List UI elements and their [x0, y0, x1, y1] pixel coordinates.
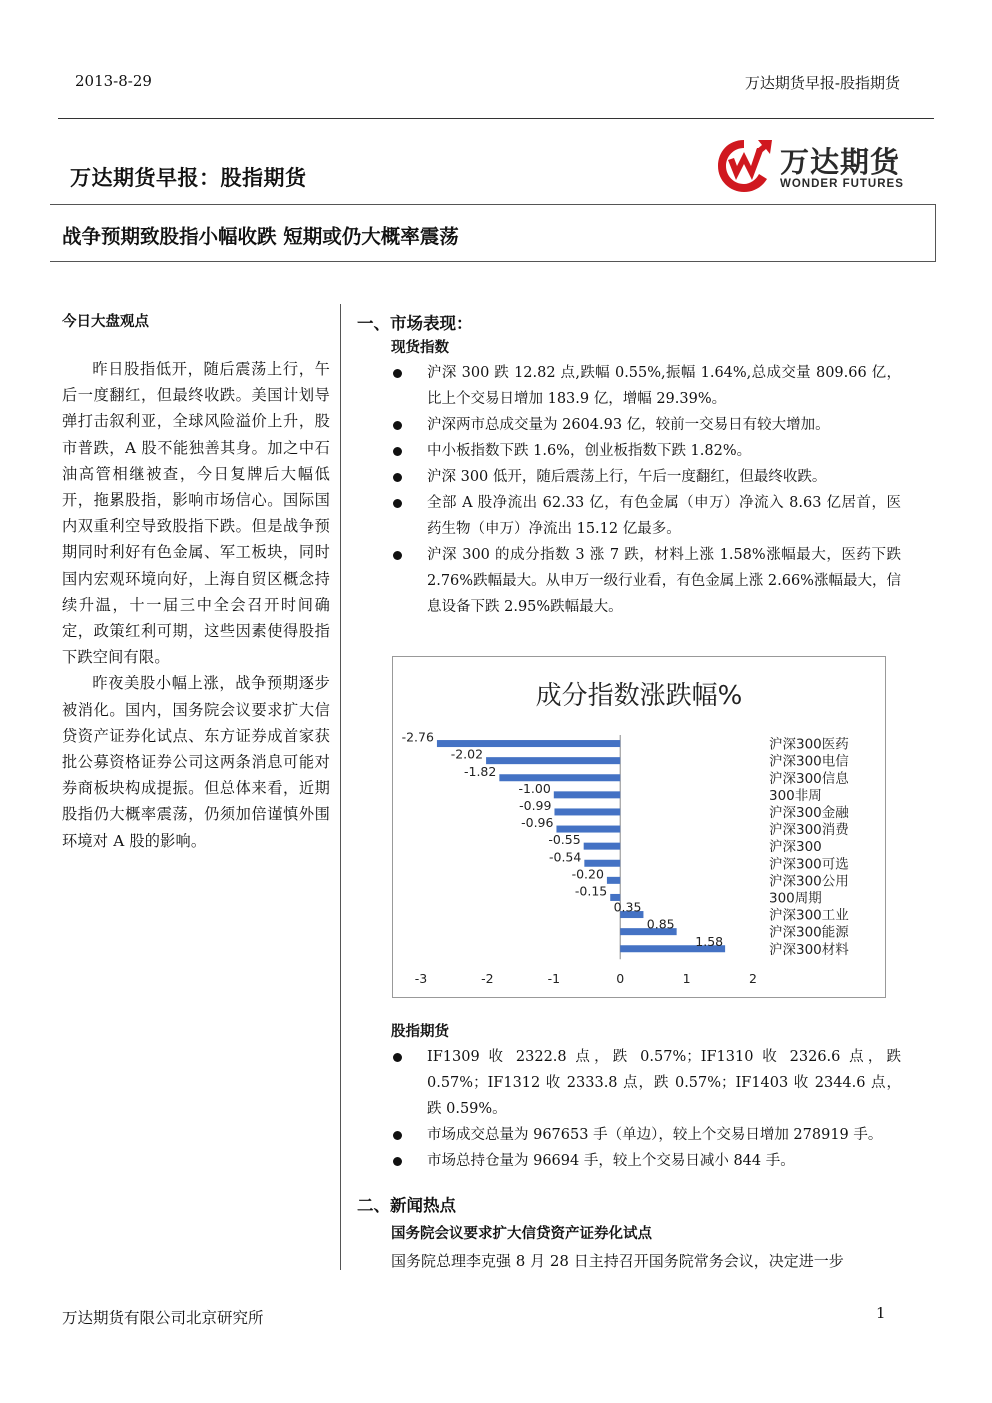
footer-company: 万达期货有限公司北京研究所: [62, 1309, 264, 1327]
data-label: -1.82: [464, 763, 497, 779]
title-row: [50, 128, 936, 204]
chart-bar: [554, 808, 620, 815]
constituent-index-chart: [392, 656, 886, 998]
category-label: 300周期: [769, 890, 822, 907]
market-view-paragraph: 昨日股指低开，随后震荡上行，午后一度翻红，但最终收跌。美国计划导弹打击叙利亚，全球风险溢价上升，股市普跌，A 股不能独善其身。加之中石油高管相继被查，今日复牌后大幅低开，拖累股指，影响市场信心。国际国内双重利空导致股指下跌。但是战争预期同时利好有色金属、军工板块，同时国内宏观环境向好，上海自贸区概念持续升温，十一届三中全会召开时间确定，政策红利可期，这些因素使得股指下跌空间有限。: [62, 360, 330, 667]
list-item-text: 沪深 300 跌 12.82 点,跌幅 0.55%,振幅 1.64%,总成交量 809.66 亿，比上个交易日增加 183.9 亿，增幅 29.39%。: [427, 365, 901, 407]
list-item-text: 全部 A 股净流出 62.33 亿，有色金属（申万）净流入 8.63 亿居首，医药生物（申万）净流出 15.12 亿最多。: [427, 495, 901, 537]
list-item: [391, 542, 901, 620]
category-label: 沪深300公用: [769, 873, 849, 890]
spot-index-heading: 现货指数: [391, 340, 449, 356]
category-label: 沪深300材料: [769, 941, 849, 958]
category-label: 沪深300金融: [769, 804, 849, 821]
section-heading-news: 二、新闻热点: [357, 1196, 456, 1215]
headline: 战争预期致股指小幅收跌 短期或仍大概率震荡: [62, 225, 459, 248]
logo-chinese-name: 万达期货: [780, 145, 901, 179]
bullet-icon: [393, 447, 402, 456]
list-item-text: 中小板指数下跌 1.6%，创业板指数下跌 1.82%。: [427, 443, 752, 459]
market-view-paragraph: 昨夜美股小幅上涨，战争预期逐步被消化。国内，国务院会议要求扩大信贷资产证券化试点、东方证券成首家获批公募资格证券公司这两条消息可能对券商板块构成提振。但总体来看，近期股指仍大概率震荡，仍须加倍谨慎外围环境对 A 股的影响。: [62, 674, 330, 850]
headline-box: [50, 204, 936, 262]
category-label: 沪深300: [769, 839, 822, 856]
category-label: 300非周: [769, 787, 822, 804]
wonder-logo-icon: [714, 134, 774, 196]
index-futures-heading: 股指期货: [391, 1024, 449, 1040]
news-title: 国务院会议要求扩大信贷资产证券化试点: [391, 1226, 652, 1242]
list-item: [391, 1148, 901, 1174]
header-rule: [58, 118, 934, 119]
list-item-text: 沪深 300 低开，随后震荡上行，午后一度翻红，但最终收跌。: [427, 469, 827, 485]
news-section: [357, 1192, 901, 1273]
category-label: 沪深300可选: [769, 856, 849, 873]
list-item: [391, 464, 901, 490]
data-label: 0.85: [646, 916, 675, 932]
bullet-icon: [393, 499, 402, 508]
data-label: -1.00: [518, 780, 551, 796]
chart-bar: [554, 791, 620, 798]
spot-index-list: [391, 360, 901, 620]
list-item: [391, 360, 901, 412]
bullet-icon: [393, 421, 402, 430]
category-label: 沪深300电信: [769, 753, 849, 770]
x-tick-label: -3: [414, 971, 428, 986]
x-tick-label: 1: [682, 971, 691, 986]
chart-plot: [393, 657, 884, 996]
page-number: 1: [876, 1304, 886, 1322]
data-label: -0.54: [549, 849, 582, 865]
category-label: 沪深300医药: [769, 736, 849, 753]
market-view-heading: 今日大盘观点: [62, 314, 149, 330]
bullet-icon: [393, 1157, 402, 1166]
data-label: -0.20: [571, 866, 604, 882]
news-text: 国务院总理李克强 8 月 28 日主持召开国务院常务会议，决定进一步: [391, 1252, 844, 1270]
x-tick-label: -1: [547, 971, 561, 986]
list-item-text: IF1309 收 2322.8 点，跌 0.57%；IF1310 收 2326.6 点，跌 0.57%；IF1312 收 2333.8 点，跌 0.57%；IF1403 收 2344.6 点，跌 0.59%。: [427, 1049, 901, 1117]
index-futures-list: [391, 1044, 901, 1174]
list-item-text: 市场成交总量为 967653 手（单边），较上个交易日增加 278919 手。: [427, 1127, 883, 1143]
chart-bar: [584, 843, 621, 850]
bullet-icon: [393, 1131, 402, 1140]
bullet-icon: [393, 551, 402, 560]
list-item: [391, 412, 901, 438]
category-label: 沪深300工业: [769, 907, 849, 924]
category-label: 沪深300能源: [769, 924, 849, 941]
category-label: 沪深300消费: [769, 822, 849, 839]
data-label: -0.55: [548, 832, 581, 848]
list-item-text: 沪深 300 的成分指数 3 涨 7 跌，材料上涨 1.58%涨幅最大，医药下跌 2.76%跌幅最大。从申万一级行业看，有色金属上涨 2.66%涨幅最大，信息设备下跌 2.95%跌幅最大。: [427, 547, 901, 615]
bullet-icon: [393, 369, 402, 378]
data-label: -0.99: [519, 797, 552, 813]
header-date: 2013-8-29: [75, 72, 152, 90]
chart-bar: [486, 757, 620, 764]
data-label: -2.76: [401, 729, 434, 745]
list-item: [391, 490, 901, 542]
list-item-text: 市场总持仓量为 96694 手，较上个交易日减小 844 手。: [427, 1153, 795, 1169]
list-item: [391, 1122, 901, 1148]
list-item: [391, 1044, 901, 1122]
x-tick-label: -2: [481, 971, 494, 986]
data-label: -2.02: [450, 746, 484, 762]
market-view-column: [62, 310, 330, 854]
report-title: 万达期货早报：股指期货: [70, 166, 307, 190]
column-divider: [340, 304, 341, 1270]
list-item: [391, 438, 901, 464]
bullet-icon: [393, 1053, 402, 1062]
data-label: 1.58: [695, 933, 724, 949]
section-heading-market: 一、市场表现：: [357, 314, 473, 333]
data-label: 0.35: [613, 899, 642, 915]
chart-title: 成分指数涨跌幅%: [535, 681, 743, 711]
company-logo: [714, 134, 924, 196]
x-tick-label: 0: [616, 971, 625, 986]
header-report-name: 万达期货早报-股指期货: [744, 74, 900, 92]
logo-english-name: WONDER FUTURES: [780, 178, 904, 190]
data-label: -0.96: [521, 815, 554, 831]
x-tick-label: 2: [749, 971, 757, 986]
data-label: -0.15: [574, 883, 608, 899]
bullet-icon: [393, 473, 402, 482]
category-label: 沪深300信息: [769, 770, 849, 787]
chart-bar: [607, 877, 620, 884]
list-item-text: 沪深两市总成交量为 2604.93 亿，较前一交易日有较大增加。: [427, 417, 830, 433]
